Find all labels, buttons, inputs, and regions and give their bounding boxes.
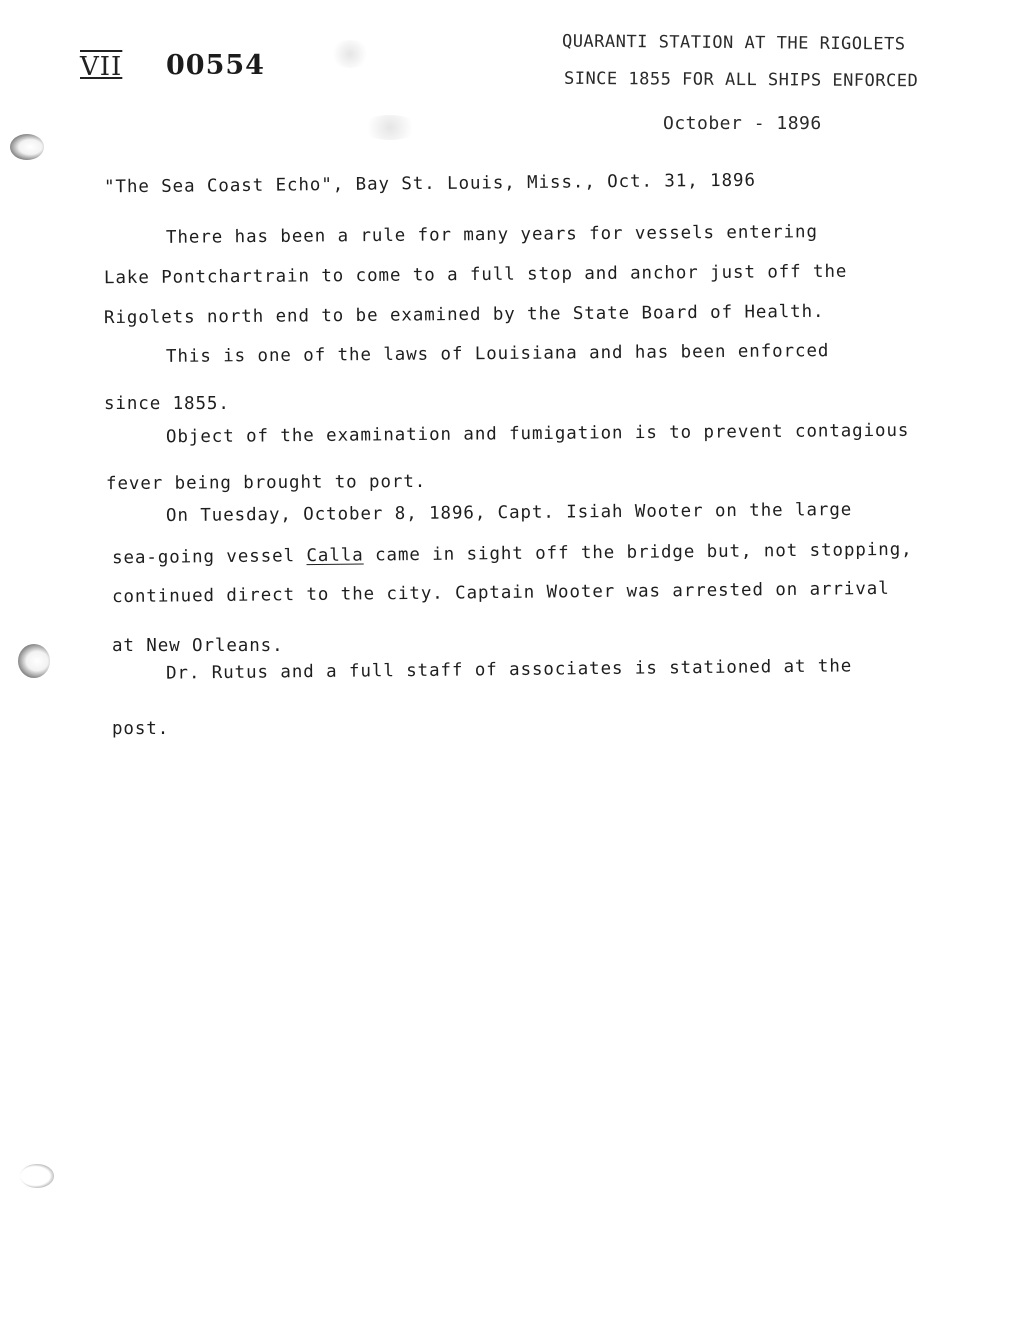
body-line: Object of the examination and fumigation is to prevent contagious <box>165 420 910 448</box>
body-line: since 1855. <box>104 394 230 414</box>
smudge <box>330 40 370 68</box>
body-line: Rigolets north end to be examined by the State Board of Health. <box>103 301 825 329</box>
ship-name: Calla <box>306 545 364 567</box>
body-line: post. <box>112 719 170 739</box>
body-line: This is one of the laws of Louisiana and has been enforced <box>165 341 830 367</box>
source-citation: "The Sea Coast Echo", Bay St. Louis, Miss., Oct. 31, 1896 <box>103 170 756 198</box>
body-line: fever being brought to port. <box>105 471 427 495</box>
section-marker: VII <box>80 52 123 82</box>
body-text: came in sight off the bridge but, not stopping, <box>363 539 913 566</box>
punch-hole <box>20 1164 54 1188</box>
punch-hole <box>10 134 44 160</box>
smudge <box>360 115 420 140</box>
body-line <box>112 540 913 568</box>
header-title-line-1: QUARANTI STATION AT THE RIGOLETS <box>561 31 906 55</box>
body-line: at New Orleans. <box>112 636 284 656</box>
body-line: continued direct to the city. Captain Wooter was arrested on arrival <box>111 578 890 608</box>
document-number: 00554 <box>166 50 265 81</box>
body-line: Lake Pontchartrain to come to a full stop and anchor just off the <box>103 261 848 289</box>
punch-hole <box>18 644 50 678</box>
body-line: On Tuesday, October 8, 1896, Capt. Isiah Wooter on the large <box>165 500 853 526</box>
body-text: sea-going vessel <box>111 546 307 569</box>
header-title-line-2: SINCE 1855 FOR ALL SHIPS ENFORCED <box>563 68 919 92</box>
body-line: There has been a rule for many years for vessels entering <box>165 222 818 248</box>
header-date: October - 1896 <box>663 113 822 134</box>
body-line: Dr. Rutus and a full staff of associates is stationed at the <box>165 656 853 684</box>
